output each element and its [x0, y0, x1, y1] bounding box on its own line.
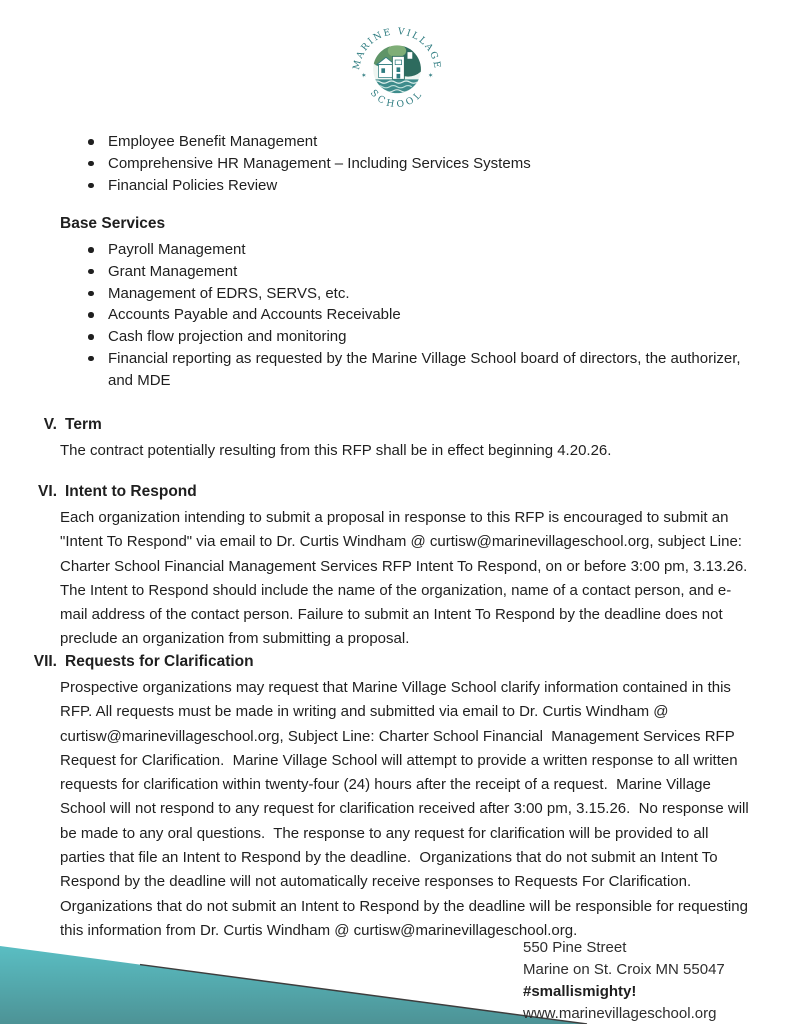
village-illustration-icon	[370, 44, 425, 94]
list-item	[88, 348, 748, 392]
bullet-icon	[88, 161, 94, 167]
bullet-icon	[88, 247, 94, 253]
footer-website-url: www.marinevillageschool.org	[523, 1005, 717, 1022]
list-item	[88, 131, 531, 153]
list-item-label: Comprehensive HR Management – Including Services Systems	[108, 154, 531, 172]
section-heading	[29, 479, 751, 504]
section-numeral: VII.	[33, 653, 57, 670]
bullet-icon	[88, 269, 94, 275]
logo-arc-top-text: MARINE VILLAGE	[351, 26, 443, 71]
bullet-icon	[88, 356, 94, 362]
section-requests-for-clarification	[29, 649, 751, 943]
star-icon: ✶	[427, 72, 434, 80]
list-item	[88, 261, 748, 283]
section-numeral: VI.	[38, 483, 57, 500]
logo-arc-bottom-text: SCHOOL	[367, 87, 427, 111]
list-item-label: Grant Management	[108, 262, 238, 280]
list-item	[88, 283, 748, 305]
school-logo	[351, 26, 443, 118]
list-item-label: Payroll Management	[108, 241, 246, 258]
school-logo-icon	[351, 26, 443, 118]
list-item	[88, 304, 748, 326]
list-item	[88, 153, 531, 175]
section-title: Requests for Clarification	[65, 653, 254, 670]
list-item-label: Financial reporting as requested by the Marine Village School board of directors, the authorizer, and MDE	[108, 349, 741, 389]
footer-address-line1: 550 Pine Street	[523, 939, 627, 956]
bullet-icon	[88, 183, 94, 189]
section-heading	[29, 649, 751, 674]
base-services-heading: Base Services	[60, 215, 166, 232]
footer-tagline: #smallismighty!	[523, 983, 637, 1000]
section-body: Prospective organizations may request that Marine Village School clarify information contained in this RFP. All requests must be made in writing and submitted via email to Dr. Curtis Windham @ curtisw@marinevillageschool.org, Subject Line: Charter School Financial Management Services RFP Request for Clarification. Marine Village School will attempt to provide a written response to all written requests for clarification within twenty-four (24) hours after the receipt of a request. Marine Village School will not respond to any request for clarification received after 3:00 pm, 3.15.26. No response will be made to any oral questions. The response to any request for clarification will be provided to all parties that file an Intent to Respond by the deadline. Organizations that do not submit an Intent To Respond by the deadline will not automatically receive responses to Requests For Clarification. Organizations that do not submit an Intent to Respond by the deadline will be responsible for requesting this information from Dr. Curtis Windham @ curtisw@marinevillageschool.org.	[60, 679, 753, 939]
bullet-icon	[88, 139, 94, 145]
bullet-icon	[88, 312, 94, 318]
footer-contact-block	[523, 937, 725, 1024]
list-item-label: Accounts Payable and Accounts Receivable	[108, 306, 401, 324]
list-item-label: Financial Policies Review	[108, 176, 278, 194]
bullet-icon	[88, 291, 94, 297]
bullet-icon	[88, 334, 94, 340]
section-title: Intent to Respond	[65, 483, 197, 500]
list-item	[88, 175, 531, 197]
list-item	[88, 326, 748, 348]
list-item-label: Employee Benefit Management	[108, 133, 318, 150]
list-item	[88, 239, 748, 261]
base-services-bullet-list	[88, 239, 748, 392]
intro-bullet-list	[88, 131, 531, 196]
footer-address-line2: Marine on St. Croix MN 55047	[523, 961, 725, 978]
section-heading	[29, 412, 751, 437]
section-body: Each organization intending to submit a proposal in response to this RFP is encouraged to submit an "Intent To Respond" via email to Dr. Curtis Windham @ curtisw@marinevillageschool.org, subject Line: Charter School Financial Management Services RFP Intent To Respond, on or before 3:00 pm, 3.13.26. The Intent to Respond should include the name of the organization, name of a contact person, and e-mail address of the contact person. Failure to submit an Intent To Respond by the deadline does not preclude an organization from submitting a proposal.	[60, 509, 752, 648]
section-term	[29, 412, 751, 463]
list-item-label: Cash flow projection and monitoring	[108, 328, 347, 346]
section-title: Term	[65, 416, 102, 433]
section-numeral: V.	[43, 416, 57, 433]
list-item-label: Management of EDRS, SERVS, etc.	[108, 284, 350, 302]
section-body: The contract potentially resulting from this RFP shall be in effect beginning 4.20.26.	[60, 442, 612, 459]
star-icon: ✶	[361, 72, 367, 80]
section-intent-to-respond	[29, 479, 751, 652]
